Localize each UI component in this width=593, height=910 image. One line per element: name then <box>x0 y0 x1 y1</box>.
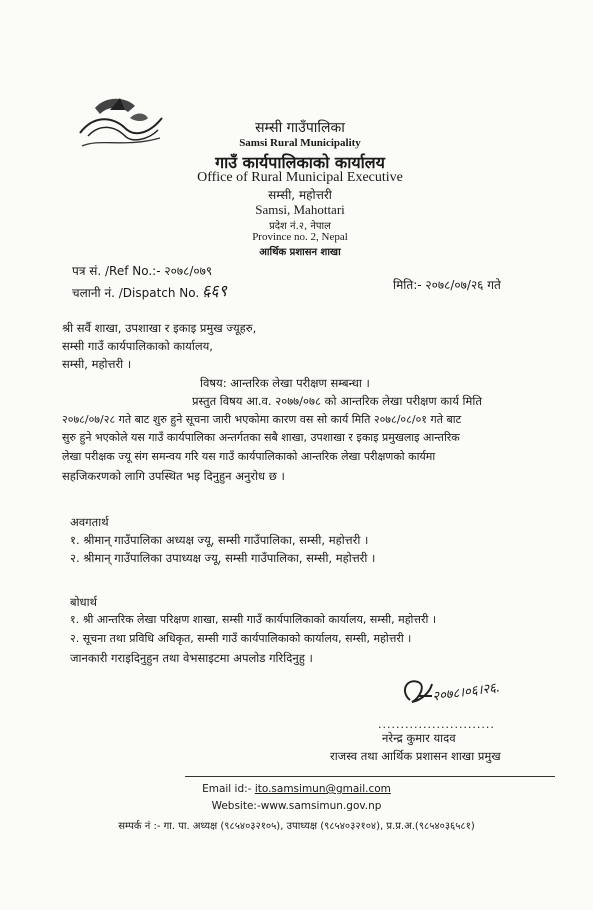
action-item-3: जानकारी गराइदिनुहुन तथा वेभसाइटमा अपलोड गरिदिनुहु । <box>70 651 313 665</box>
signature-date: २०७८।०६।२६. <box>431 680 501 705</box>
signature-dotted-line: .......................... <box>378 718 495 731</box>
addressee-line-3: सम्सी, महोत्तरी । <box>62 357 132 371</box>
body-line-3: सुरु हुने भएकोले यस गाउँ कार्यपालिका अन्तर्गतका सबै शाखा, उपशाखा र इकाइ प्रमुखलाइ आन्तरिक <box>62 431 460 444</box>
municipality-name-np: सम्सी गाउँपालिका <box>255 120 345 136</box>
place-en: Samsi, Mahottari <box>255 202 345 217</box>
office-name-np: गाउँ कार्यपालिकाको कार्यालय <box>215 153 385 172</box>
footer-email-row <box>0 783 593 795</box>
email-label: Email id:- <box>202 783 252 795</box>
subject-line: विषय: आन्तरिक लेखा परीक्षण सम्बन्धा । <box>200 376 370 390</box>
signatory-title: राजस्व तथा आर्थिक प्रशासन शाखा प्रमुख <box>330 749 501 763</box>
addressee-line-2: सम्सी गाउँ कार्यपालिकाको कार्यालय, <box>62 339 213 353</box>
info-item-1: १. श्रीमान् गाउँपालिका अध्यक्ष ज्यू, सम्सी गाउँपालिका, सम्सी, महोत्तरी । <box>70 533 369 547</box>
place-np: सम्सी, महोत्तरी <box>268 188 332 202</box>
action-heading: बोधार्थ <box>70 595 97 609</box>
ref-number: पत्र सं. /Ref No.:- २०७८/०७९ <box>72 264 213 278</box>
municipality-name-en: Samsi Rural Municipality <box>239 137 361 149</box>
signatory-name: नरेन्द्र कुमार यादव <box>382 731 456 745</box>
letter-date: मिति:- २०७८/०७/२६ गते <box>393 278 501 292</box>
footer-website[interactable]: Website:-www.samsimun.gov.np <box>211 800 382 812</box>
province-en: Province no. 2, Nepal <box>252 231 348 243</box>
email-link[interactable]: ito.samsimun@gmail.com <box>254 783 391 795</box>
body-line-5: सहजिकरणको लागि उपस्थित भइ दिनुहुन अनुरोध छ । <box>62 469 285 483</box>
dispatch-number-label: चलानी नं. /Dispatch No. :- <box>72 286 212 300</box>
footer-divider <box>185 776 555 777</box>
info-heading: अवगतार्थ <box>70 515 109 529</box>
province-np: प्रदेश नं.२, नेपाल <box>269 221 331 232</box>
info-item-2: २. श्रीमान् गाउँपालिका उपाध्यक्ष ज्यू, सम्सी गाउँपालिका, सम्सी, महोत्तरी । <box>70 551 376 565</box>
body-line-4: लेखा परीक्षक ज्यू संग समन्वय गरि यस गाउँ कार्यपालिकाको आन्तरिक लेखा परीक्षणको कार्यमा <box>62 450 436 463</box>
action-item-2: २. सूचना तथा प्रविधि अधिकृत, सम्सी गाउँ कार्यपालिकाको कार्यालय, सम्सी, महोत्तरी । <box>70 632 412 645</box>
footer-contact: सम्पर्क नं :- गा. पा. अध्यक्ष (९८५४०३२१०५), उपाध्यक्ष (९८५४०३२१०४), प्र.प्र.अ.(९८५४०३६५८१) <box>118 821 475 832</box>
office-name-en: Office of Rural Municipal Executive <box>197 170 403 185</box>
dispatch-handwritten: ६६९ <box>202 281 227 300</box>
body-line-2: २०७८/०७/२८ गते बाट शुरु हुने सूचना जारी भएकोमा कारण वस सो कार्य मिति २०७८/०८/०१ गते बाट <box>62 413 462 426</box>
section-name: आर्थिक प्रशासन शाखा <box>259 247 341 258</box>
body-line-1: प्रस्तुत विषय आ.व. २०७७/०७८ को आन्तरिक लेखा परीक्षण कार्य मिति <box>192 394 482 408</box>
action-item-1: १. श्री आन्तरिक लेखा परिक्षण शाखा, सम्सी गाउँ कार्यपालिकाको कार्यालय, सम्सी, महोत्तरी । <box>70 613 437 626</box>
addressee-line-1: श्री सर्वै शाखा, उपशाखा र इकाइ प्रमुख ज्यूहरु, <box>62 321 257 335</box>
